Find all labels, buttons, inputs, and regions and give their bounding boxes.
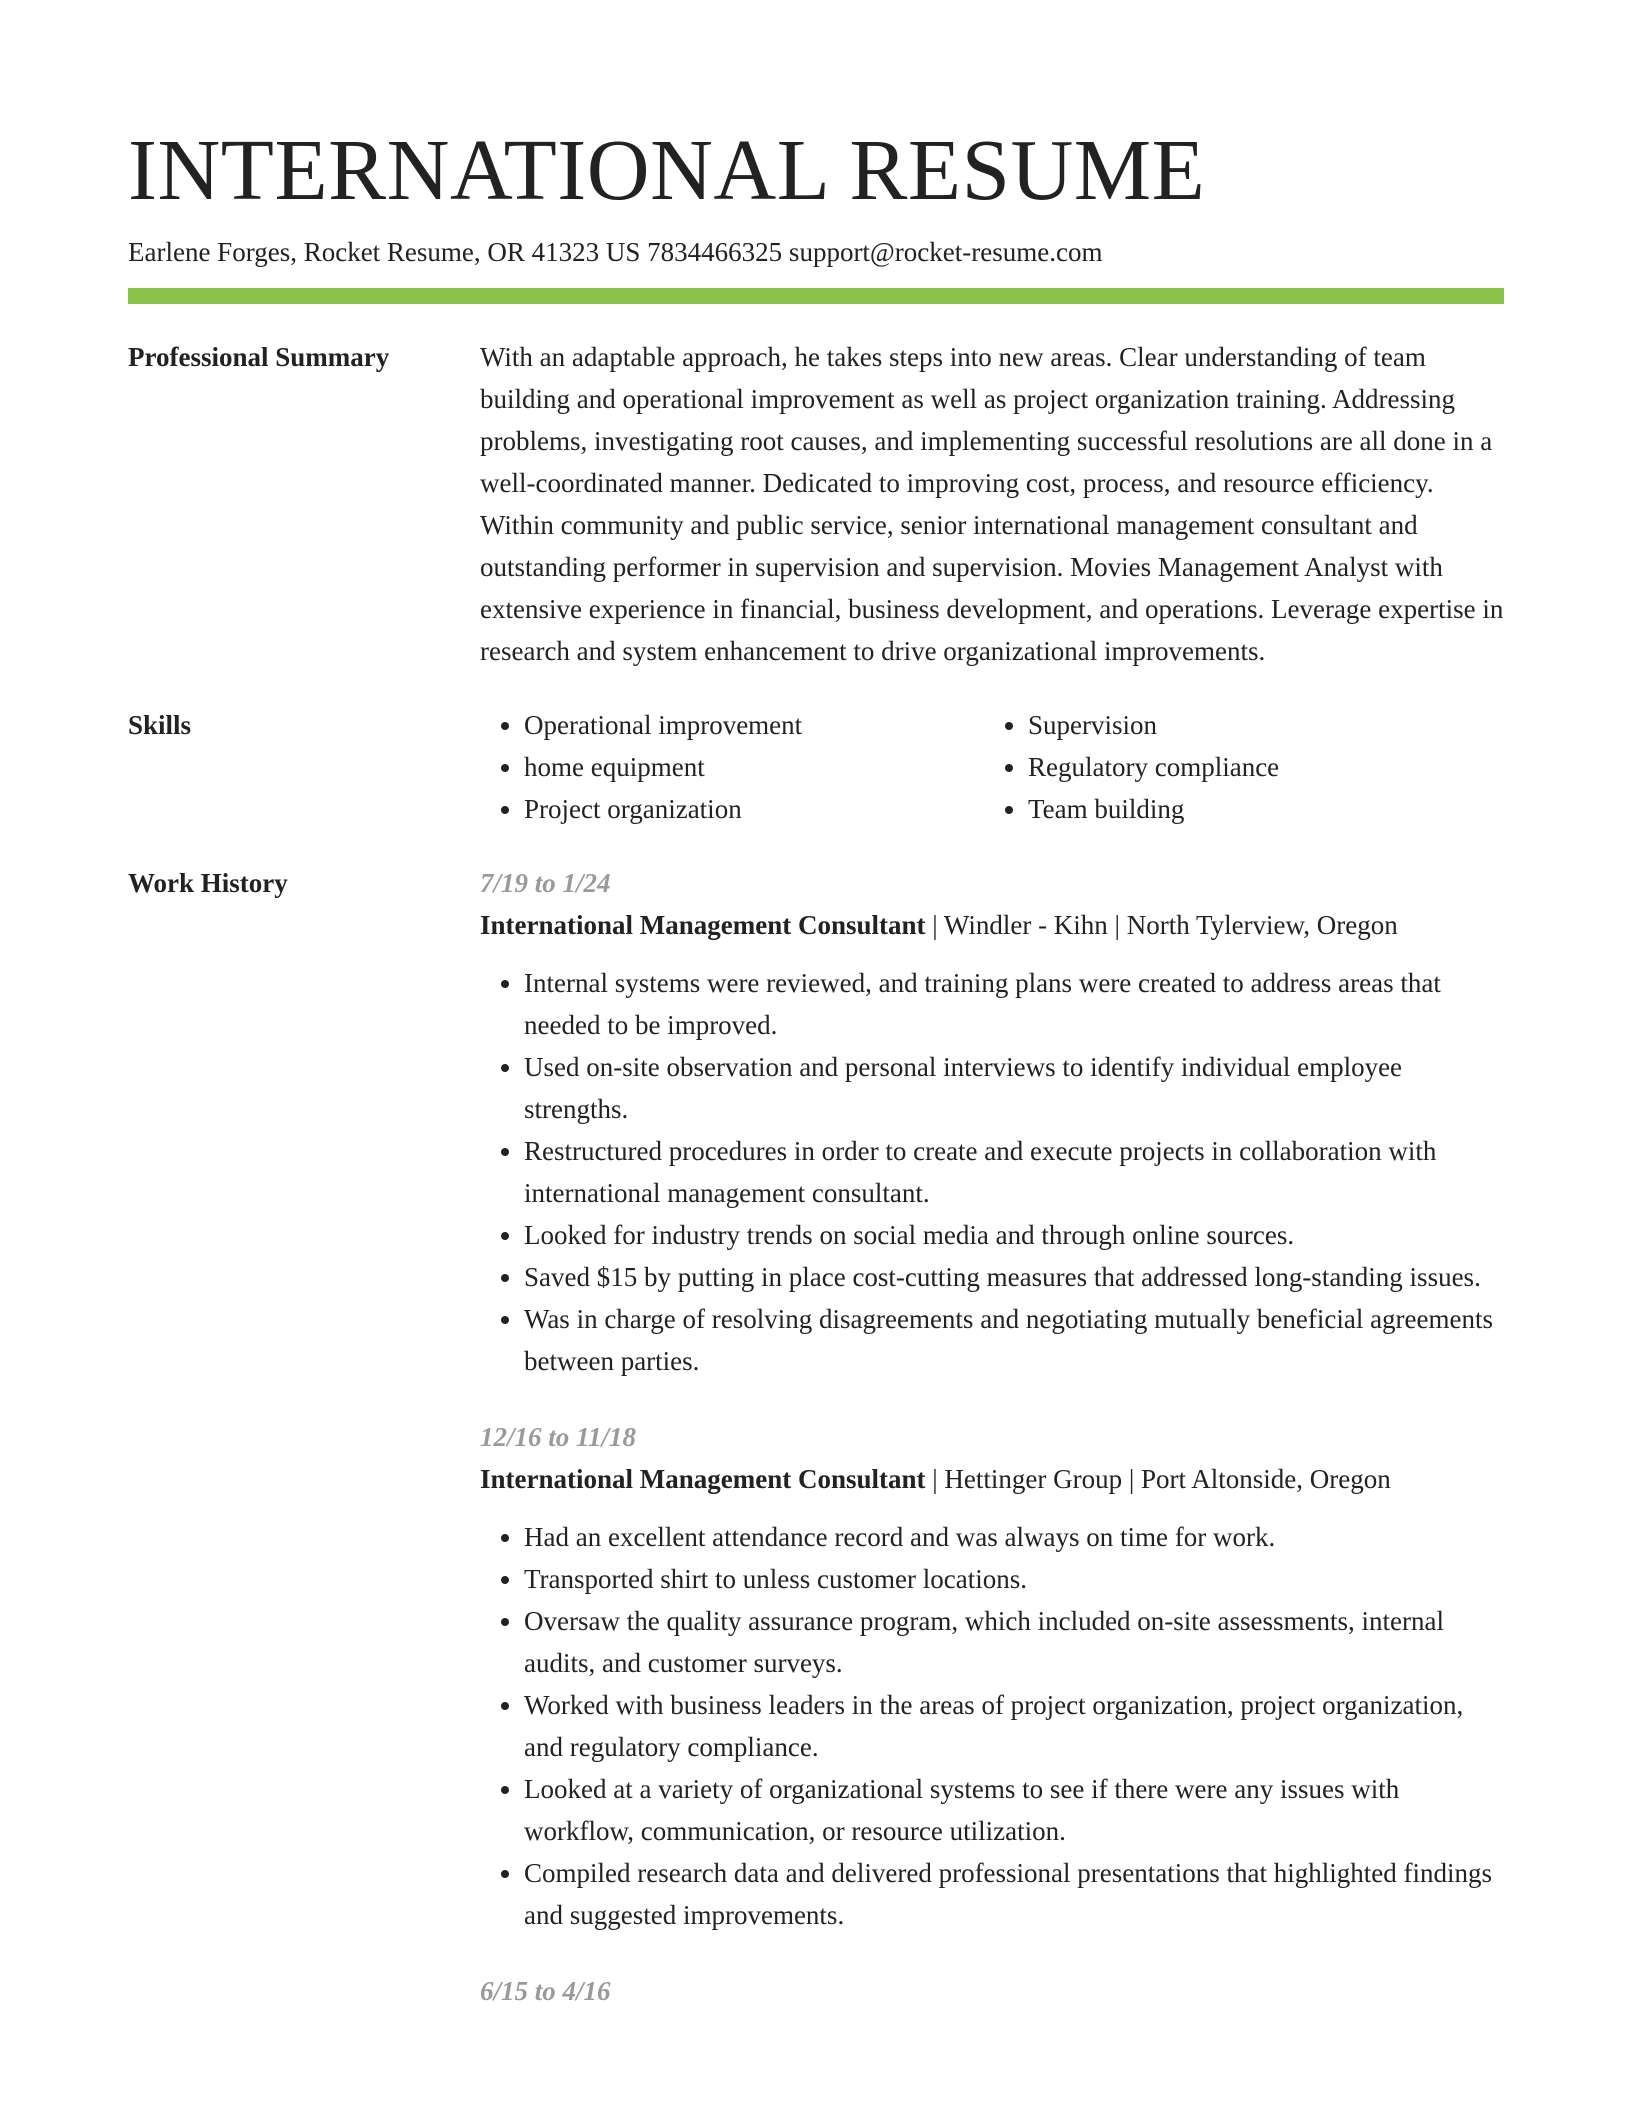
job-bullet: • Internal systems were reviewed, and training plans were created to address areas that needed to be improved. [524, 962, 1504, 1046]
job-bullet: • Had an excellent attendance record and was always on time for work. [524, 1516, 1504, 1558]
section-work-history [128, 862, 1504, 2012]
skill-item: • Supervision [1028, 704, 1488, 746]
section-label: Skills [128, 710, 192, 740]
section-skills [128, 704, 1504, 830]
job-bullet: • Looked at a variety of organizational systems to see if there were any issues with workflow, communication, or resource utilization. [524, 1768, 1504, 1852]
job-entry [480, 1416, 1504, 1936]
job-bullet: • Restructured procedures in order to create and execute projects in collaboration with international management consultant. [524, 1130, 1504, 1214]
skill-item: • home equipment [524, 746, 984, 788]
section-body [480, 862, 1504, 2012]
contact-line: Earlene Forges, Rocket Resume, OR 41323 US 7834466325 support@rocket-resume.com [128, 237, 1103, 267]
skill-item: • Project organization [524, 788, 984, 830]
section-label: Work History [128, 868, 288, 898]
job-bullet: • Oversaw the quality assurance program, which included on-site assessments, internal audits, and customer surveys. [524, 1600, 1504, 1684]
resume-title: INTERNATIONAL RESUME [128, 121, 1206, 218]
job-bullet: • Looked for industry trends on social media and through online sources. [524, 1214, 1504, 1256]
job-bullet: • Transported shirt to unless customer locations. [524, 1558, 1504, 1600]
job-bullet: • Compiled research data and delivered professional presentations that highlighted findings and suggested improvements. [524, 1852, 1504, 1936]
summary-text: With an adaptable approach, he takes steps into new areas. Clear understanding of team building and operational improvement as well as project organization training. Addressing problems, investigating root causes, and implementing successful resolutions are all done in a well-coordinated manner. Dedicated to improving cost, process, and resource efficiency. Within community and public service, senior international management consultant and outstanding performer in supervision and supervision. Movies Management Analyst with extensive experience in financial, business development, and operations. Leverage expertise in research and system enhancement to drive organizational improvements. [480, 342, 1504, 666]
skill-item: • Team building [1028, 788, 1488, 830]
job-bullets [480, 962, 1504, 1382]
job-entry [480, 862, 1504, 1382]
job-title: International Management Consultant [480, 910, 926, 940]
job-dates: 6/15 to 4/16 [480, 1976, 611, 2006]
skills-grid [480, 704, 1504, 830]
job-bullet: • Used on-site observation and personal interviews to identify individual employee strengths. [524, 1046, 1504, 1130]
job-bullet: • Was in charge of resolving disagreements and negotiating mutually beneficial agreements between parties. [524, 1298, 1504, 1382]
job-bullet: • Saved $15 by putting in place cost-cutting measures that addressed long-standing issues. [524, 1256, 1504, 1298]
job-dates: 12/16 to 11/18 [480, 1422, 637, 1452]
section-label: Professional Summary [128, 342, 390, 372]
accent-rule [128, 288, 1504, 304]
skills-column-left [480, 704, 984, 830]
skill-item: • Regulatory compliance [1028, 746, 1488, 788]
resume-page [128, 118, 1504, 2012]
job-details: | Hettinger Group | Port Altonside, Oregon [925, 1464, 1391, 1494]
job-entry [480, 1970, 1504, 2012]
job-dates: 7/19 to 1/24 [480, 868, 611, 898]
job-bullets [480, 1516, 1504, 1936]
section-body [480, 704, 1504, 830]
skill-item: • Operational improvement [524, 704, 984, 746]
job-bullet: • Worked with business leaders in the areas of project organization, project organization, and regulatory compliance. [524, 1684, 1504, 1768]
job-title: International Management Consultant [480, 1464, 926, 1494]
job-heading [480, 904, 1504, 946]
skills-list [480, 704, 984, 830]
job-heading [480, 1458, 1504, 1500]
job-details: | Windler - Kihn | North Tylerview, Oregon [925, 910, 1398, 940]
section-professional-summary [128, 336, 1504, 672]
skills-column-right [984, 704, 1488, 830]
section-body [480, 336, 1504, 672]
skills-list [984, 704, 1488, 830]
